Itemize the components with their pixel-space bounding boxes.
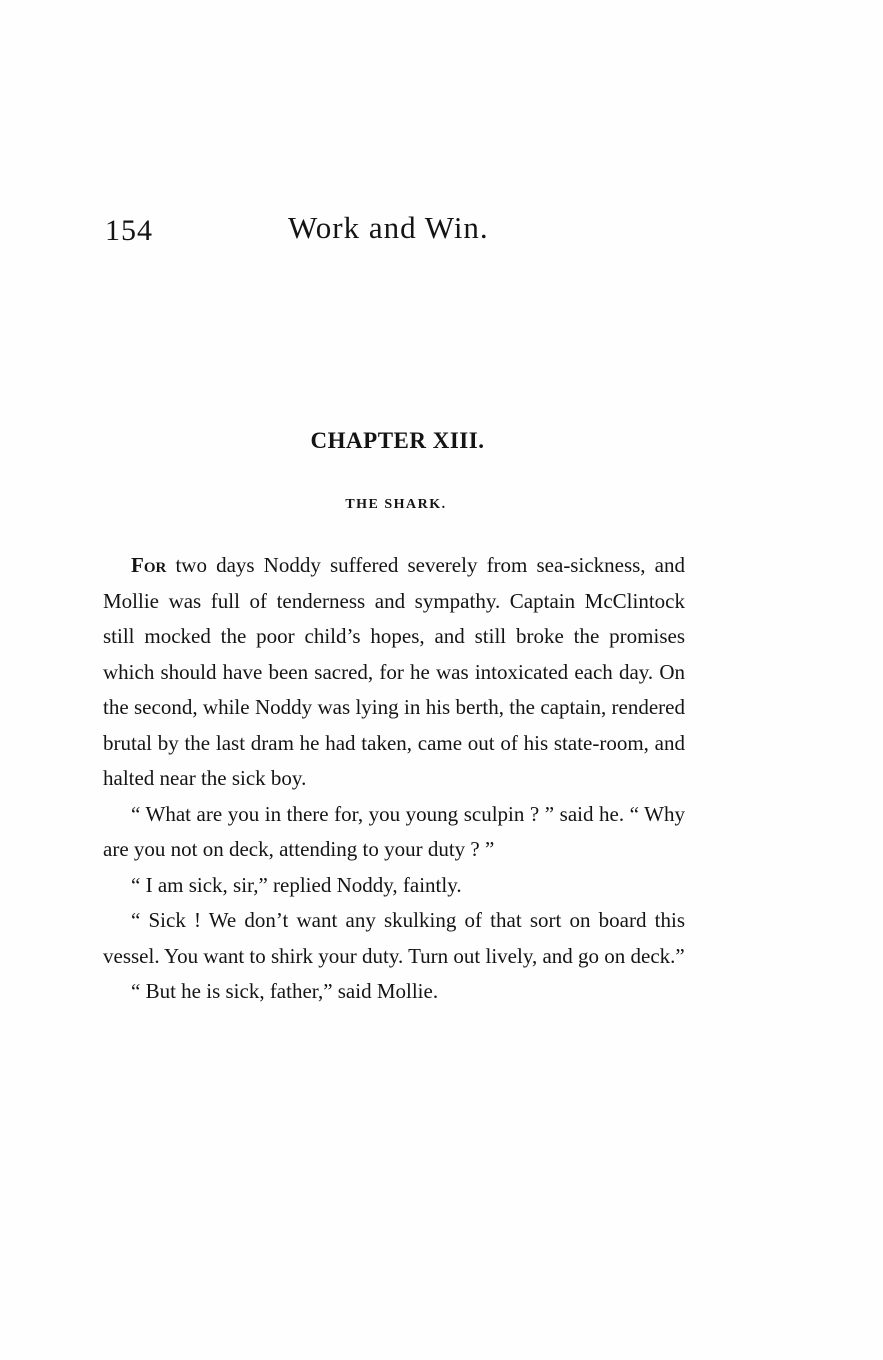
chapter-heading: CHAPTER XIII.: [310, 428, 485, 453]
paragraph-text: two days Noddy suffered severely from sea-sickness, and Mollie was full of tenderness and sympathy. Captain McClintock still mocked the poor child’s hopes, and still broke the promises which should have been sacred, for he was intoxicated each day. On the second, while Noddy was lying in his berth, the captain, rendered brutal by the last dram he had taken, came out of his state-room, and halted near the sick boy.: [103, 553, 685, 790]
running-head: [105, 210, 665, 258]
paragraph: [103, 548, 685, 797]
page-number: 154: [105, 214, 153, 247]
paragraph: “ But he is sick, father,” said Mollie.: [131, 979, 439, 1003]
running-title: Work and Win.: [288, 210, 489, 245]
paragraph: “ What are you in there for, you young sculpin ? ” said he. “ Why are you not on deck, attending to your duty ? ”: [103, 801, 685, 861]
paragraph: “ Sick ! We don’t want any skulking of that sort on board this vessel. You want to shirk your duty. Turn out lively, and go on deck.”: [103, 908, 685, 968]
body-text: [103, 548, 685, 1010]
paragraph-lead-word: For: [131, 553, 167, 577]
paragraph: “ I am sick, sir,” replied Noddy, faintly.: [131, 872, 462, 897]
chapter-subtitle: THE SHARK.: [345, 497, 447, 512]
